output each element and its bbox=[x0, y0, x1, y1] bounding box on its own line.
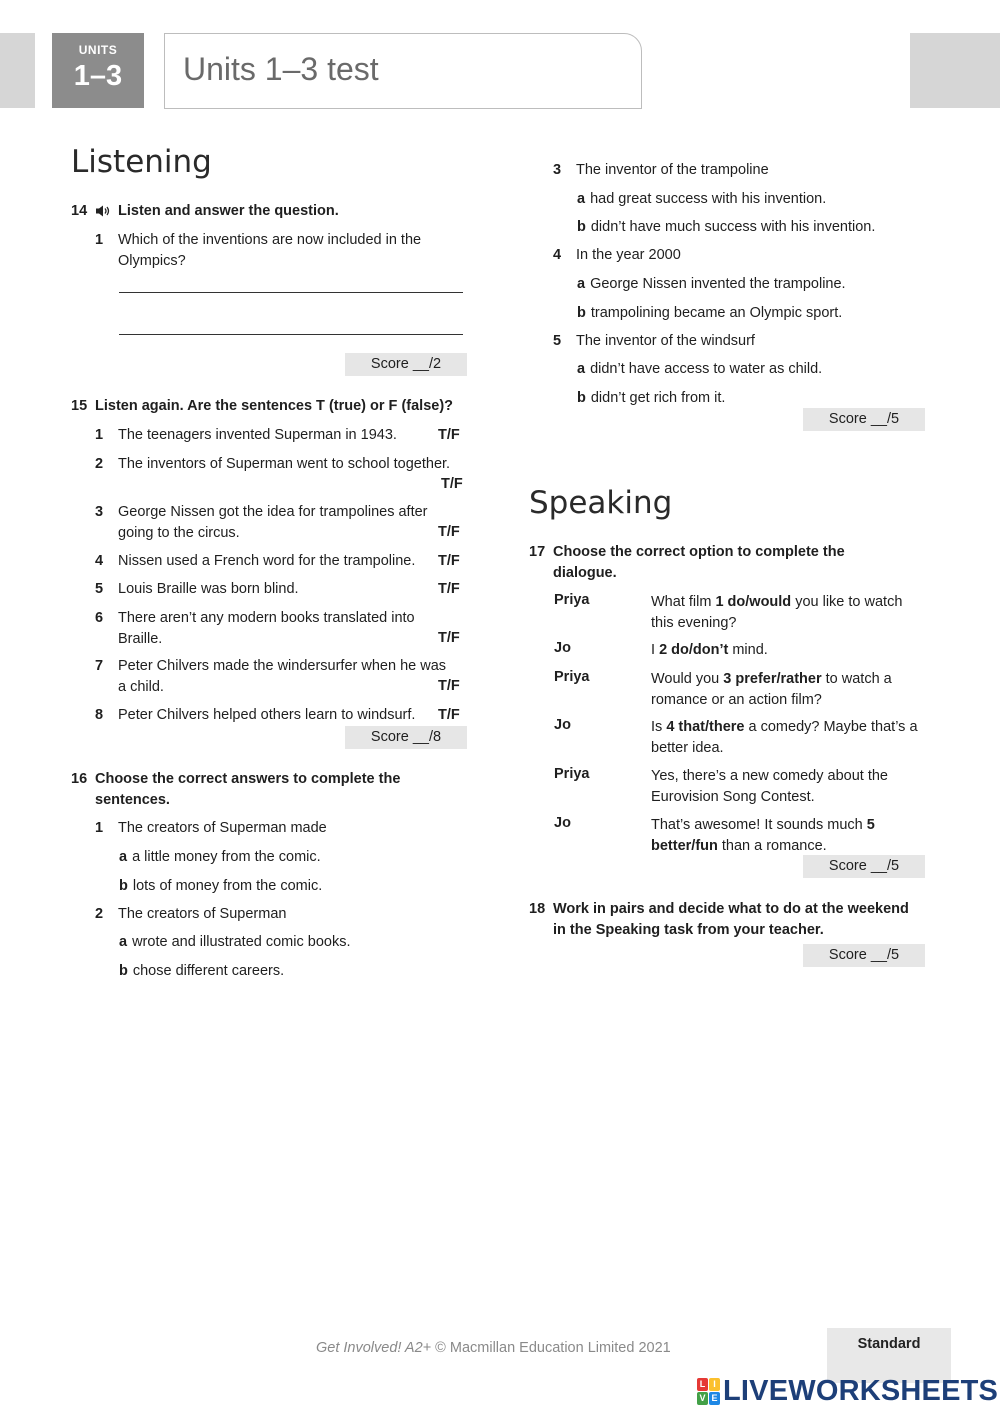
answer-line[interactable] bbox=[119, 292, 463, 293]
copyright-line bbox=[316, 1340, 671, 1356]
option-b[interactable] bbox=[577, 303, 842, 323]
true-false-choice[interactable]: T/F bbox=[438, 678, 460, 694]
mark-letter: L bbox=[697, 1378, 708, 1391]
speaking-heading: Speaking bbox=[529, 485, 673, 521]
dialogue-text: Yes, there’s a new comedy about the Eurovision Song Contest. bbox=[651, 768, 888, 805]
mc-item-stem bbox=[553, 160, 933, 181]
mark-letter: E bbox=[709, 1392, 720, 1405]
item-text-line: Peter Chilvers made the windersurfer when he was bbox=[118, 658, 447, 674]
option-letter: b bbox=[577, 390, 586, 406]
option-a[interactable] bbox=[577, 274, 846, 294]
gap-choice[interactable]: 3 prefer/rather bbox=[723, 671, 822, 687]
dialogue-speaker: Jo bbox=[554, 640, 571, 656]
dialogue-line bbox=[651, 815, 913, 856]
item-text: The inventor of the windsurf bbox=[576, 333, 755, 349]
item-text: The inventor of the trampoline bbox=[576, 162, 769, 178]
tf-item bbox=[95, 608, 467, 650]
option-letter: b bbox=[577, 219, 586, 235]
dialogue-text: That’s awesome! It sounds much bbox=[651, 817, 867, 833]
tf-item bbox=[95, 502, 467, 544]
dialogue-line bbox=[651, 592, 926, 633]
question-instruction-line: sentences. bbox=[95, 791, 170, 808]
item-number: 2 bbox=[95, 906, 104, 922]
item-number: 6 bbox=[95, 610, 104, 626]
dialogue-speaker: Jo bbox=[554, 815, 571, 831]
gap-choice[interactable]: 4 that/there bbox=[666, 719, 745, 735]
question-instruction: Listen again. Are the sentences T (true) or F (false)? bbox=[95, 398, 454, 414]
liveworksheets-logo bbox=[697, 1376, 998, 1406]
question-15 bbox=[71, 396, 491, 418]
true-false-choice[interactable]: T/F bbox=[438, 707, 460, 723]
option-text: didn’t have much success with his invention. bbox=[590, 219, 876, 235]
liveworksheets-wordmark: LIVEWORKSHEETS bbox=[723, 1374, 999, 1407]
tf-item bbox=[95, 705, 467, 726]
listening-heading: Listening bbox=[71, 144, 212, 180]
tf-item bbox=[95, 579, 467, 600]
dialogue-line bbox=[651, 766, 913, 807]
question-instruction: Listen and answer the question. bbox=[118, 203, 339, 219]
tf-item bbox=[95, 425, 467, 446]
option-text: didn’t have access to water as child. bbox=[590, 361, 823, 377]
question-instruction-line: Choose the correct option to complete the bbox=[553, 544, 845, 560]
copyright-text: © Macmillan Education Limited 2021 bbox=[431, 1340, 671, 1356]
item-number: 5 bbox=[95, 581, 104, 597]
page-title-box bbox=[164, 33, 642, 109]
option-text: lots of money from the comic. bbox=[132, 878, 323, 894]
answer-line[interactable] bbox=[119, 334, 463, 335]
option-a[interactable] bbox=[577, 189, 826, 209]
item-text-line: Olympics? bbox=[118, 252, 186, 269]
option-text: George Nissen invented the trampoline. bbox=[590, 276, 846, 292]
question-14 bbox=[71, 201, 491, 223]
question-number: 17 bbox=[529, 544, 546, 560]
question-instruction-line: Choose the correct answers to complete the bbox=[95, 771, 401, 787]
question-number: 16 bbox=[71, 771, 88, 787]
tf-item bbox=[95, 454, 470, 496]
gap-choice[interactable]: 1 do/would bbox=[715, 594, 792, 610]
option-text: wrote and illustrated comic books. bbox=[132, 934, 351, 950]
option-letter: a bbox=[119, 934, 128, 950]
question-17 bbox=[529, 542, 949, 584]
mark-letter: V bbox=[697, 1392, 708, 1405]
dialogue-text: Is bbox=[651, 719, 667, 735]
right-edge-tab bbox=[910, 33, 1000, 108]
dialogue-text: What film bbox=[651, 594, 716, 610]
gap-choice[interactable]: 2 do/don’t bbox=[659, 642, 729, 658]
option-a[interactable] bbox=[119, 932, 350, 952]
book-title: Get Involved! A2+ bbox=[316, 1340, 432, 1356]
mc-item-stem bbox=[553, 245, 933, 266]
item-text-line: going to the circus. bbox=[118, 524, 240, 541]
option-letter: a bbox=[577, 361, 586, 377]
left-edge-tab bbox=[0, 33, 35, 108]
units-range: 1–3 bbox=[73, 60, 123, 92]
true-false-choice[interactable]: T/F bbox=[438, 581, 460, 597]
tf-item bbox=[95, 551, 467, 572]
item-text: Peter Chilvers helped others learn to windsurf. bbox=[118, 707, 416, 723]
item-text: The teenagers invented Superman in 1943. bbox=[118, 427, 397, 443]
item-text: The creators of Superman bbox=[118, 906, 287, 922]
option-a[interactable] bbox=[577, 359, 822, 379]
item-number: 3 bbox=[553, 162, 562, 178]
dialogue-text: to watch a romance or an action film? bbox=[651, 671, 892, 708]
true-false-choice[interactable]: T/F bbox=[441, 476, 463, 492]
item-text-line: Which of the inventions are now included in the bbox=[118, 232, 422, 248]
item-number: 1 bbox=[95, 427, 104, 443]
item-text: The inventors of Superman went to school together. bbox=[118, 456, 451, 472]
item-number: 3 bbox=[95, 504, 104, 520]
option-b[interactable] bbox=[119, 876, 322, 896]
question-number: 14 bbox=[71, 203, 88, 219]
true-false-choice[interactable]: T/F bbox=[438, 524, 460, 540]
item-text: Louis Braille was born blind. bbox=[118, 581, 299, 597]
score-box: Score __/8 bbox=[345, 726, 467, 749]
dialogue-text: mind. bbox=[728, 642, 768, 658]
true-false-choice[interactable]: T/F bbox=[438, 427, 460, 443]
item-number: 2 bbox=[95, 456, 104, 472]
item-number: 8 bbox=[95, 707, 104, 723]
dialogue-text: you like to watch this evening? bbox=[651, 594, 903, 631]
question-instruction-line: dialogue. bbox=[553, 564, 617, 581]
page-title: Units 1–3 test bbox=[183, 51, 379, 87]
item-text-line: Braille. bbox=[118, 630, 163, 647]
dialogue-speaker: Priya bbox=[554, 669, 590, 685]
dialogue-speaker: Priya bbox=[554, 592, 590, 608]
option-b[interactable] bbox=[577, 388, 725, 408]
dialogue-text: a comedy? Maybe that’s a better idea. bbox=[651, 719, 918, 756]
option-text: didn’t get rich from it. bbox=[590, 390, 726, 406]
units-label: UNITS bbox=[78, 43, 118, 57]
question-number: 18 bbox=[529, 901, 546, 917]
item-number: 4 bbox=[553, 247, 562, 263]
option-letter: a bbox=[577, 191, 586, 207]
mc-item-stem bbox=[553, 331, 933, 352]
option-b[interactable] bbox=[119, 961, 284, 981]
dialogue-line bbox=[651, 669, 926, 710]
option-letter: b bbox=[577, 305, 586, 321]
option-text: had great success with his invention. bbox=[590, 191, 827, 207]
item-text: In the year 2000 bbox=[576, 247, 681, 263]
option-letter: b bbox=[119, 963, 128, 979]
option-letter: a bbox=[577, 276, 586, 292]
dialogue-speaker: Priya bbox=[554, 766, 590, 782]
question-instruction-line: in the Speaking task from your teacher. bbox=[553, 921, 824, 938]
question-instruction-line: Work in pairs and decide what to do at the weekend bbox=[553, 901, 909, 917]
dialogue-text: Would you bbox=[651, 671, 724, 687]
question-number: 15 bbox=[71, 398, 88, 414]
item-number: 1 bbox=[95, 820, 104, 836]
units-badge bbox=[52, 33, 144, 108]
item-text-line: There aren’t any modern books translated into bbox=[118, 610, 415, 626]
question-16 bbox=[71, 769, 491, 811]
score-box: Score __/5 bbox=[803, 944, 925, 967]
liveworksheets-mark-icon bbox=[697, 1378, 720, 1405]
true-false-choice[interactable]: T/F bbox=[438, 553, 460, 569]
true-false-choice[interactable]: T/F bbox=[438, 630, 460, 646]
dialogue-line bbox=[651, 640, 926, 661]
item-text-line: George Nissen got the idea for trampolines after bbox=[118, 504, 428, 520]
dialogue-line bbox=[651, 717, 926, 758]
option-letter: b bbox=[119, 878, 128, 894]
mc-item-stem bbox=[95, 904, 475, 925]
item-text: Nissen used a French word for the trampoline. bbox=[118, 553, 416, 569]
dialogue-speaker: Jo bbox=[554, 717, 571, 733]
score-box: Score __/5 bbox=[803, 408, 925, 431]
option-text: trampolining became an Olympic sport. bbox=[590, 305, 843, 321]
dialogue-text: I bbox=[651, 642, 660, 658]
mark-letter: I bbox=[709, 1378, 720, 1391]
mc-item-stem bbox=[95, 818, 475, 839]
score-box: Score __/2 bbox=[345, 353, 467, 376]
item-text-line: a child. bbox=[118, 678, 164, 695]
item-text: The creators of Superman made bbox=[118, 820, 327, 836]
item-number: 7 bbox=[95, 658, 104, 674]
option-text: a little money from the comic. bbox=[132, 849, 321, 865]
gap-choice[interactable]: 5 better/fun bbox=[651, 817, 875, 854]
option-a[interactable] bbox=[119, 847, 321, 867]
item-number: 1 bbox=[95, 232, 104, 248]
question-18 bbox=[529, 899, 959, 941]
speaker-icon[interactable] bbox=[95, 204, 111, 225]
dialogue-text: than a romance. bbox=[717, 837, 827, 854]
option-b[interactable] bbox=[577, 217, 875, 237]
level-label: Standard bbox=[857, 1336, 921, 1352]
option-letter: a bbox=[119, 849, 128, 865]
score-box: Score __/5 bbox=[803, 855, 925, 878]
item-number: 5 bbox=[553, 333, 562, 349]
tf-item bbox=[95, 656, 467, 698]
option-text: chose different careers. bbox=[132, 963, 285, 979]
item-number: 4 bbox=[95, 553, 104, 569]
